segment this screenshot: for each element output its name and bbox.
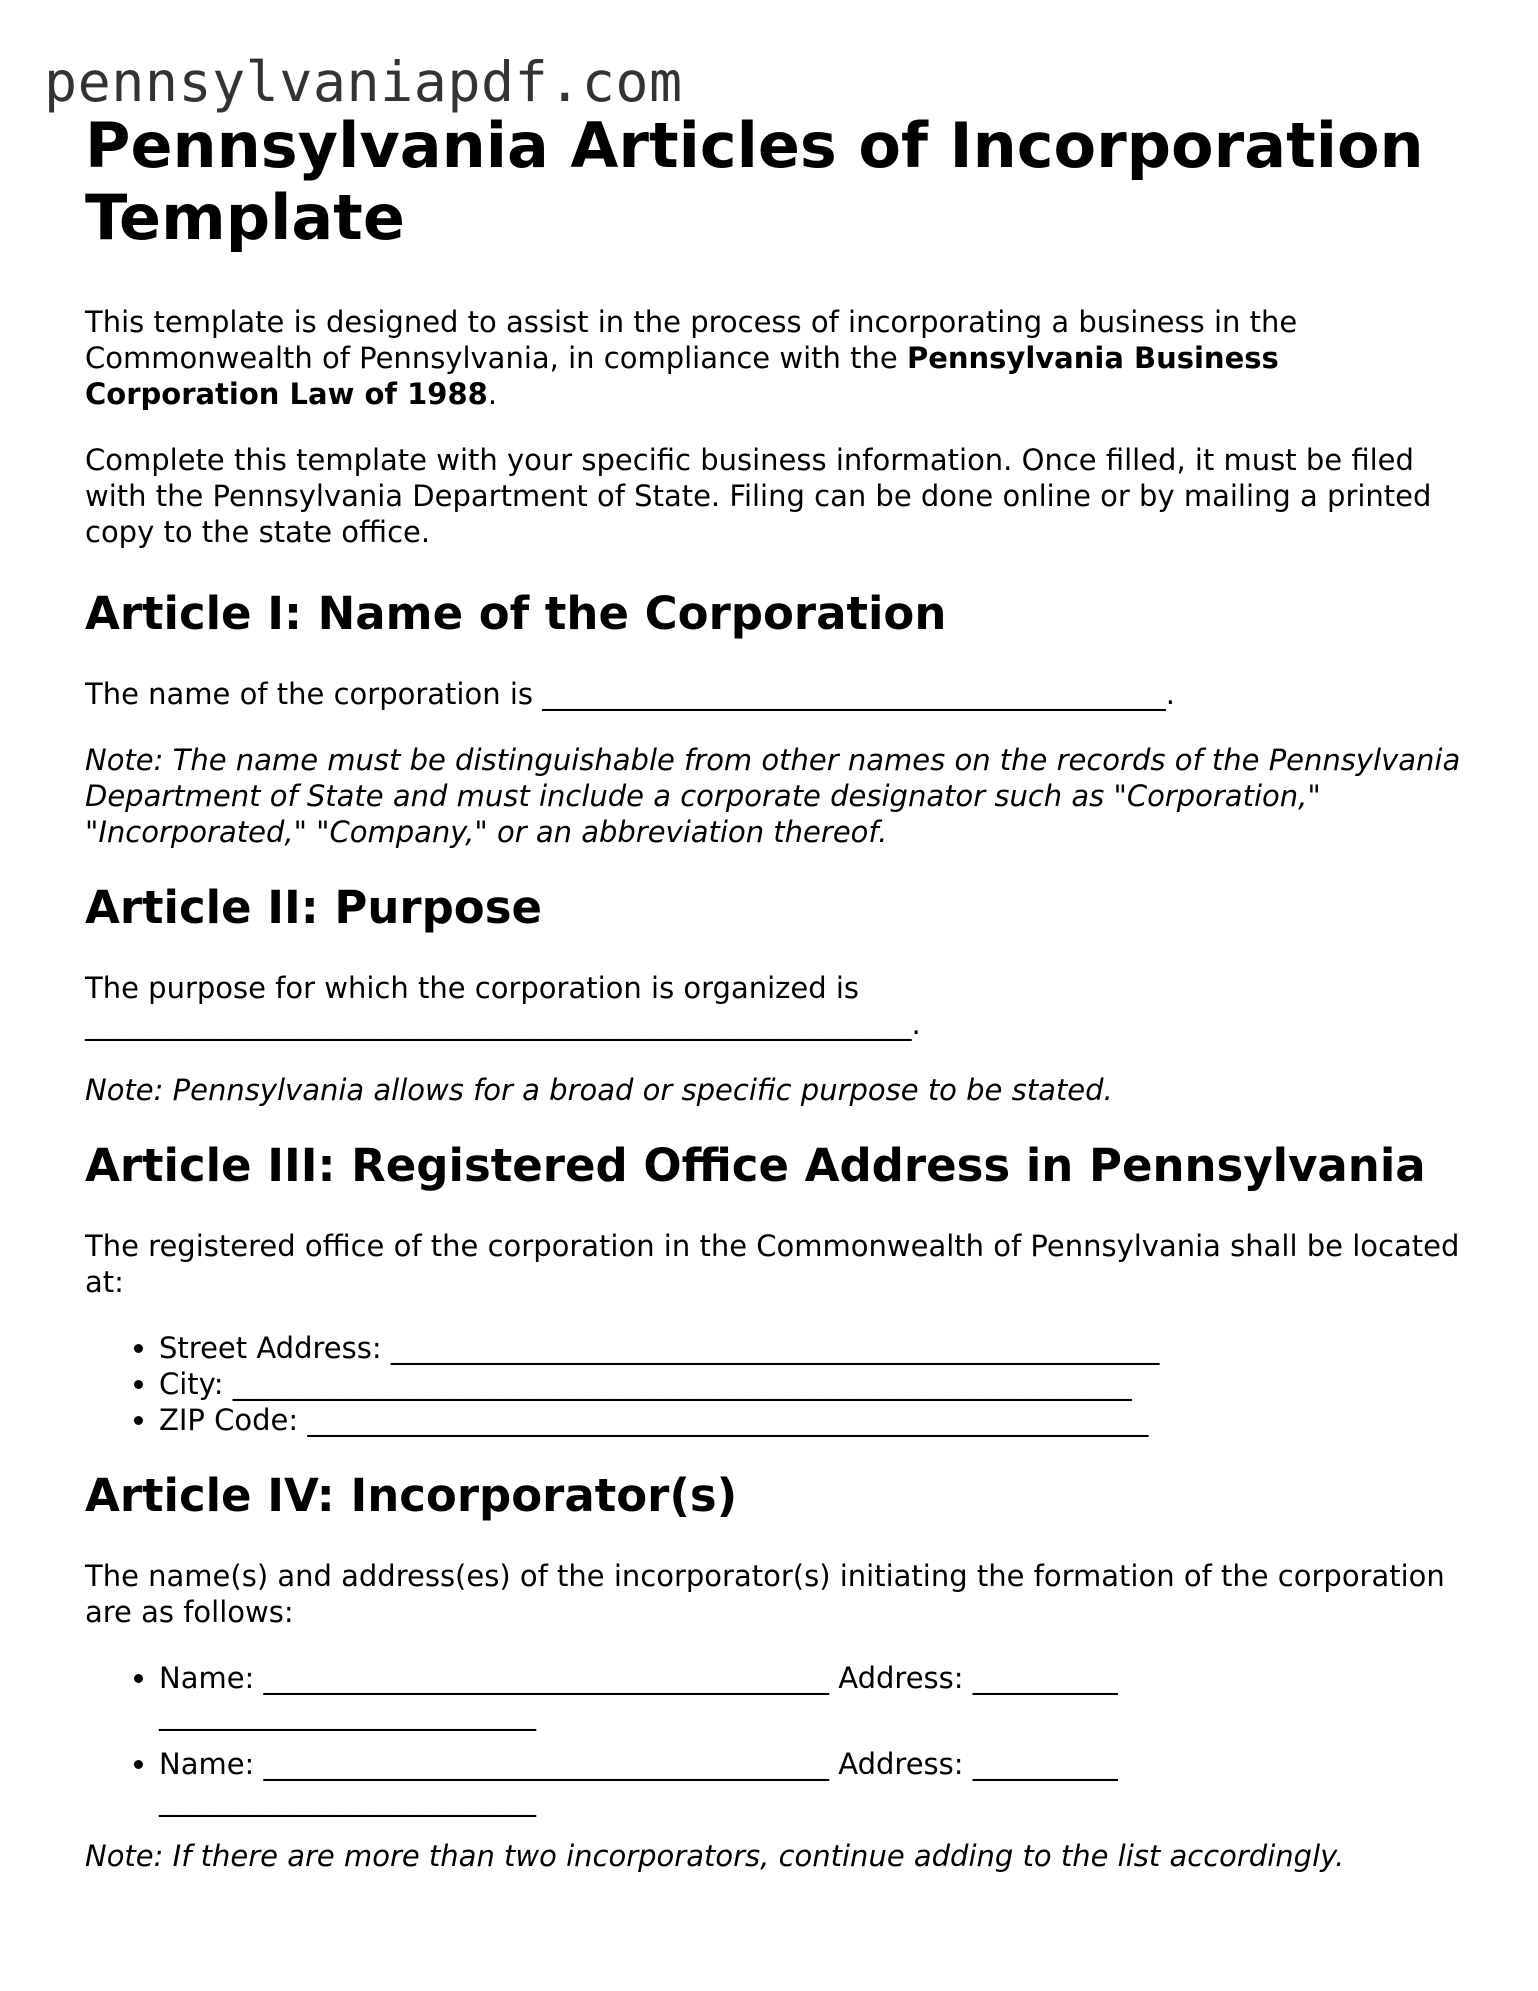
incorporator-item: • Name: _______________________________________ Address: ____________________________________ (159, 1746, 1119, 1818)
street-address-item: • Street Address: _____________________________________________________ (159, 1330, 1465, 1366)
zip-code-item: • ZIP Code: __________________________________________________________ (159, 1402, 1465, 1438)
watermark: pennsylvaniapdf.com (44, 50, 683, 114)
intro-paragraph-2: Complete this template with your specific business information. Once filled, it must be filed with the Pennsylvania Department of State. Filing can be done online or by mailing a printed copy to the state office. (85, 443, 1432, 549)
article-4-heading: Article IV: Incorporator(s) (85, 1469, 738, 1522)
page-title: Pennsylvania Articles of Incorporation Template (85, 109, 1424, 254)
article-4-text: The name(s) and address(es) of the incorporator(s) initiating the formation of the corporation are as follows: (85, 1559, 1445, 1629)
article-4-note: Note: If there are more than two incorporators, continue adding to the list accordingly. (85, 1839, 1345, 1873)
intro-period: . (487, 377, 498, 411)
document-page (85, 110, 1465, 1874)
incorporator-list (85, 1660, 1119, 1818)
intro-text: This template is designed to assist in the process of incorporating a business in the Commonwealth of Pennsylvania, in compliance with the (85, 305, 1298, 375)
article-2-heading: Article II: Purpose (85, 881, 543, 934)
article-1-text: The name of the corporation is ___________________________________________. (85, 677, 1175, 711)
city-item: • City: ______________________________________________________________ (159, 1366, 1465, 1402)
article-2-note: Note: Pennsylvania allows for a broad or specific purpose to be stated. (85, 1073, 1113, 1107)
law-reference: Pennsylvania Business Corporation Law of 1988 (85, 341, 1279, 411)
address-list (85, 1330, 1465, 1438)
article-2-text-line1: The purpose for which the corporation is organized is (85, 971, 860, 1005)
article-1-note: Note: The name must be distinguishable from other names on the records of the Pennsylvania Department of State and must include a corporate designator such as "Corporation," "Incorporated," "Company," or an abbreviation thereof. (85, 743, 1461, 849)
article-1-heading: Article I: Name of the Corporation (85, 587, 947, 640)
intro-paragraph-1 (85, 304, 1465, 412)
article-2-text (85, 970, 1465, 1042)
article-3-heading: Article III: Registered Office Address in Pennsylvania (85, 1139, 1426, 1192)
article-3-text: The registered office of the corporation in the Commonwealth of Pennsylvania shall be located at: (85, 1229, 1460, 1299)
incorporator-item: • Name: _______________________________________ Address: ____________________________________ (159, 1660, 1119, 1732)
purpose-blank: _________________________________________________________. (85, 1007, 921, 1041)
